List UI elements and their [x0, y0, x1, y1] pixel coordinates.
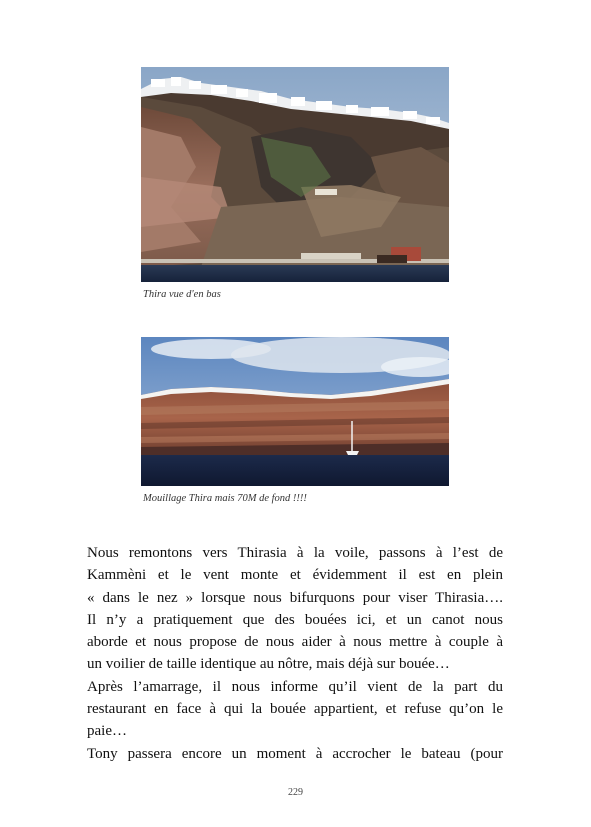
photo-caption: Mouillage Thira mais 70M de fond !!!!	[143, 493, 307, 504]
cliff-photo-graphic	[141, 67, 449, 282]
text-line: Nous remontons vers Thirasia à la voile, passons à l’est de	[87, 545, 503, 561]
text-line: Kammèni et le vent monte et évidemment il est en plein	[87, 567, 503, 584]
text-line: Tony passera encore un moment à accrocher le bateau (pour	[87, 745, 503, 762]
text-line: restaurant en face à qui la bouée appartient, et refuse qu’on le	[87, 701, 503, 718]
photo-thira-from-below	[141, 67, 449, 282]
caldera-photo-graphic	[141, 337, 449, 486]
photo-mooring-thira	[141, 337, 449, 486]
text-line: Il n’y a pratiquement que des bouées ici, et un canot nous	[87, 611, 503, 628]
text-line: Après l’amarrage, il nous informe qu’il vient de la part du	[87, 678, 503, 695]
body-paragraph	[87, 542, 503, 765]
text-line: « dans le nez » lorsque nous bifurquons pour viser Thirasia….	[87, 589, 503, 606]
text-line: aborde et nous propose de nous aider à nous mettre à couple à	[87, 634, 503, 651]
page-number: 229	[288, 787, 303, 798]
text-line: un voilier de taille identique au nôtre, mais déjà sur bouée…	[87, 656, 450, 673]
photo-caption: Thira vue d'en bas	[143, 289, 221, 300]
text-line: paie…	[87, 723, 127, 740]
